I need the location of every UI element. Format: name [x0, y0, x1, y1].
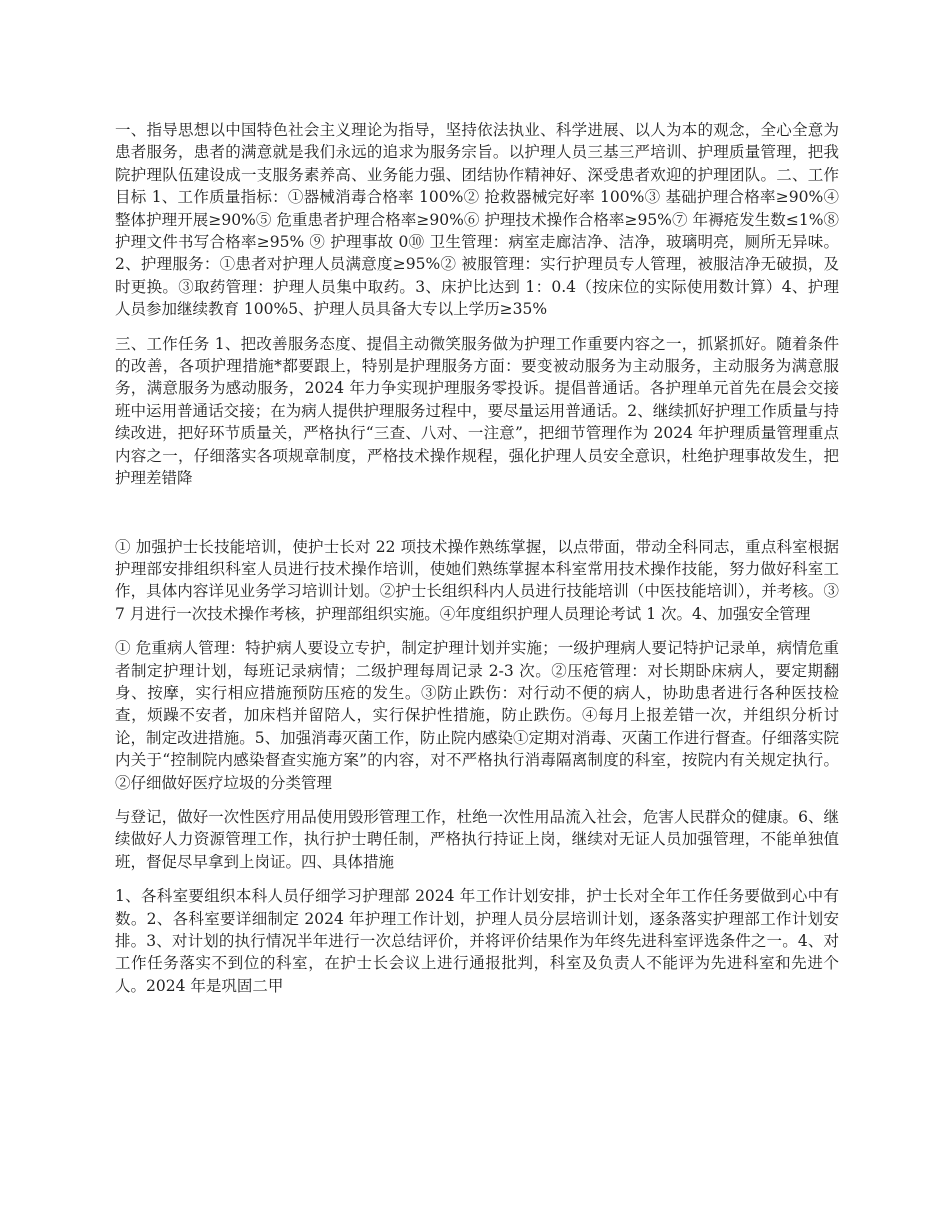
paragraph-skills-training: ① 加强护士长技能培训，使护士长对 22 项技术操作熟练掌握，以点带面，带动全科同志，重点科室根据护理部安排组织科室人员进行技术操作培训，使她们熟练掌握本科室常用技术操作技能，努力做好科室工作，具体内容详见业务学习培训计划。②护士长组织科内人员进行技能培训（中医技能培训），并考核。③ 7 月进行一次技术操作考核，护理部组织实施。④年度组织护理人员理论考试 1 次。4、加强安全管理: [115, 537, 839, 623]
paragraph-specific-measures: 1、各科室要组织本科人员仔细学习护理部 2024 年工作计划安排，护士长对全年工作任务要做到心中有数。2、各科室要详细制定 2024 年护理工作计划，护理人员分层培训计划，逐条落实护理部工作计划安排。3、对计划的执行情况半年进行一次总结评价，并将评价结果作为年终先进科室评选条件之一。4、对工作任务落实不到位的科室，在护士长会议上进行通报批判，科室及负责人不能评为先进科室和先进个人。2024 年是巩固二甲: [115, 887, 839, 995]
paragraph-registration-and-hr: 与登记，做好一次性医疗用品使用毁形管理工作，杜绝一次性用品流入社会，危害人民群众的健康。6、继续做好人力资源管理工作，执行护士聘任制，严格执行持证上岗，继续对无证人员加强管理，不能单独值班，督促尽早拿到上岗证。四、具体措施: [115, 807, 839, 871]
paragraph-work-tasks: 三、工作任务 1、把改善服务态度、提倡主动微笑服务做为护理工作重要内容之一，抓紧抓好。随着条件的改善，各项护理措施*都要跟上，特别是护理服务方面：要变被动服务为主动服务，主动服务为满意服务，满意服务为感动服务，2024 年力争实现护理服务零投诉。提倡普通话。各护理单元首先在晨会交接班中运用普通话交接；在为病人提供护理服务过程中，要尽量运用普通话。2、继续抓好护理工作质量与持续改进，把好环节质量关，严格执行“三查、八对、一注意”，把细节管理作为 2024 年护理质量管理重点内容之一，仔细落实各项规章制度，严格技术操作规程，强化护理人员安全意识，杜绝护理事故发生，把护理差错降: [115, 334, 839, 488]
paragraph-guiding-ideology-and-goals: 一、指导思想以中国特色社会主义理论为指导，坚持依法执业、科学进展、以人为本的观念，全心全意为患者服务，患者的满意就是我们永远的追求为服务宗旨。以护理人员三基三严培训、护理质量管理，把我院护理队伍建设成一支服务素养高、业务能力强、团结协作精神好、深受患者欢迎的护理团队。二、工作目标 1、工作质量指标：①器械消毒合格率 100%② 抢救器械完好率 100%③ 基础护理合格率≥90%④ 整体护理开展≥90%⑤ 危重患者护理合格率≥90%⑥ 护理技术操作合格率≥95%⑦ 年褥疮发生数≤1%⑧ 护理文件书写合格率≥95% ⑨ 护理事故 0⑩ 卫生管理：病室走廊洁净、洁净，玻璃明亮，厕所无异味。2、护理服务：①患者对护理人员满意度≥95%② 被服管理：实行护理员专人管理，被服洁净无破损，及时更换。③取药管理：护理人员集中取药。3、床护比达到 1：0.4（按床位的实际使用数计算）4、护理人员参加继续教育 100%5、护理人员具备大专以上学历≥35%: [115, 121, 839, 319]
paragraph-safety-management: ① 危重病人管理：特护病人要设立专护，制定护理计划并实施；一级护理病人要记特护记录单，病情危重者制定护理计划，每班记录病情；二级护理每周记录 2-3 次。②压疮管理：对长期卧床病人，要定期翻身、按摩，实行相应措施预防压疮的发生。③防止跌伤：对行动不便的病人，协助患者进行各种医技检查，烦躁不安者，加床档并留陪人，实行保护性措施，防止跌伤。④每月上报差错一次，并组织分析讨论，制定改进措施。5、加强消毒灭菌工作，防止院内感染①定期对消毒、灭菌工作进行督查。仔细落实院内关于“控制院内感染督查实施方案”的内容，对不严格执行消毒隔离制度的科室，按院内有关规定执行。②仔细做好医疗垃圾的分类管理: [115, 639, 839, 792]
document-body: [115, 119, 839, 1009]
